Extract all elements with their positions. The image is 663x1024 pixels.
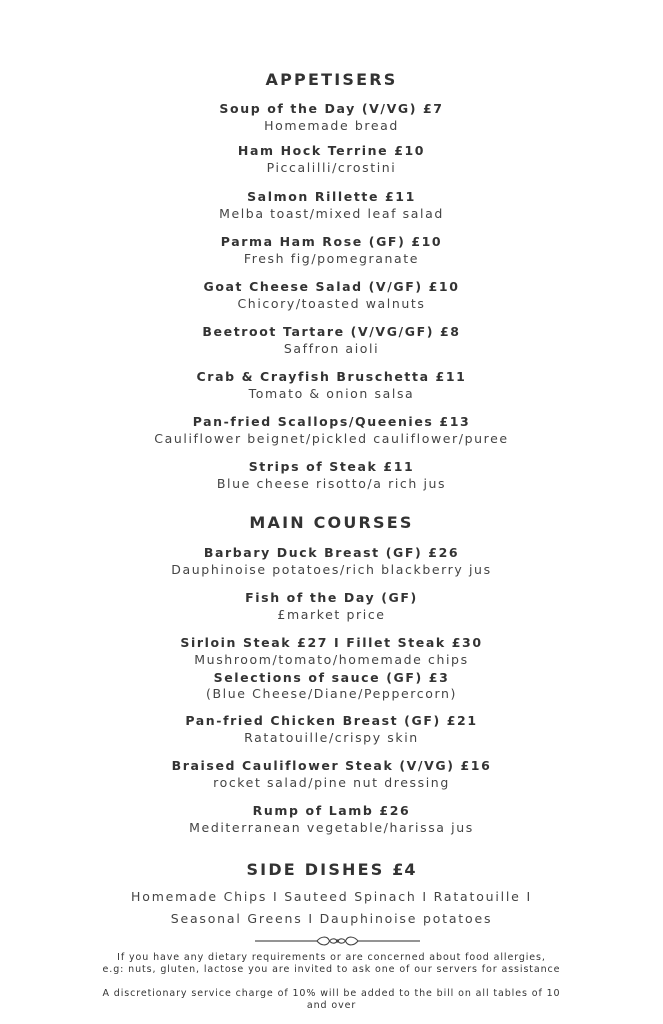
- item-description: Chicory/toasted walnuts: [237, 296, 426, 311]
- item-name: Sirloin Steak £27 I Fillet Steak £30: [180, 635, 483, 650]
- ornament-divider-icon: [255, 934, 420, 948]
- side-dishes-list: [0, 886, 663, 930]
- item-description: Tomato & onion salsa: [248, 386, 415, 401]
- item-name: Braised Cauliflower Steak (V/VG) £16: [171, 758, 492, 773]
- item-description: Mediterranean vegetable/harissa jus: [189, 820, 474, 835]
- item-description: Fresh fig/pomegranate: [243, 251, 420, 266]
- item-name: Strips of Steak £11: [248, 459, 415, 474]
- service-charge-line: A discretionary service charge of 10% will be added to the bill on all tables of 10: [102, 988, 561, 999]
- appetisers-heading: APPETISERS: [265, 70, 398, 89]
- allergy-notice-line: e.g: nuts, gluten, lactose you are invited to ask one of our servers for assistance: [102, 964, 561, 975]
- item-name: Goat Cheese Salad (V/GF) £10: [203, 279, 460, 294]
- item-name: Pan-fried Scallops/Queenies £13: [192, 414, 471, 429]
- appetiser-item: [0, 100, 663, 135]
- item-name: Ham Hock Terrine £10: [237, 143, 426, 158]
- side-dishes-heading: [0, 860, 663, 879]
- sauce-selection-name: Selections of sauce (GF) £3: [213, 670, 450, 685]
- appetiser-item: [0, 458, 663, 493]
- item-description: Mushroom/tomato/homemade chips: [194, 652, 469, 667]
- main-course-item: [0, 757, 663, 792]
- side-dishes-line: Homemade Chips I Sauteed Spinach I Ratatouille I: [131, 889, 532, 904]
- main-course-item: [0, 544, 663, 579]
- service-charge-line: and over: [306, 1000, 357, 1011]
- main-course-item: [0, 634, 663, 701]
- main-course-item: [0, 589, 663, 624]
- service-charge-notice: [40, 988, 623, 1012]
- side-dishes-price: £4: [392, 860, 417, 879]
- item-description: £market price: [277, 607, 386, 622]
- item-description: Cauliflower beignet/pickled cauliflower/puree: [154, 431, 509, 446]
- appetiser-item: [0, 368, 663, 403]
- item-description: Blue cheese risotto/a rich jus: [216, 476, 447, 491]
- item-name: Barbary Duck Breast (GF) £26: [203, 545, 460, 560]
- sauce-selection-options: (Blue Cheese/Diane/Peppercorn): [206, 686, 457, 701]
- item-description: Dauphinoise potatoes/rich blackberry jus: [171, 562, 492, 577]
- item-name: Parma Ham Rose (GF) £10: [220, 234, 443, 249]
- item-description: Saffron aioli: [283, 341, 380, 356]
- item-name: Rump of Lamb £26: [252, 803, 411, 818]
- item-name: Pan-fried Chicken Breast (GF) £21: [185, 713, 478, 728]
- main-courses-heading: MAIN COURSES: [249, 513, 414, 532]
- item-name: Salmon Rillette £11: [247, 189, 416, 204]
- item-description: Ratatouille/crispy skin: [244, 730, 419, 745]
- side-dishes-line: Seasonal Greens I Dauphinoise potatoes: [170, 911, 493, 926]
- appetiser-item: [0, 278, 663, 313]
- appetiser-item: [0, 323, 663, 358]
- appetiser-item: [0, 188, 663, 223]
- item-description: Melba toast/mixed leaf salad: [219, 206, 444, 221]
- allergy-notice-line: If you have any dietary requirements or are concerned about food allergies,: [117, 952, 546, 963]
- item-name: Crab & Crayfish Bruschetta £11: [196, 369, 467, 384]
- item-description: Piccalilli/crostini: [266, 160, 397, 175]
- side-dishes-title: SIDE DISHES: [246, 860, 385, 879]
- item-name: Beetroot Tartare (V/VG/GF) £8: [202, 324, 461, 339]
- appetiser-item: [0, 233, 663, 268]
- main-course-item: [0, 802, 663, 837]
- appetiser-item: [0, 413, 663, 448]
- item-description: Homemade bread: [264, 118, 399, 133]
- appetiser-item: [0, 142, 663, 177]
- main-course-item: [0, 712, 663, 747]
- item-name: Fish of the Day (GF): [245, 590, 418, 605]
- item-description: rocket salad/pine nut dressing: [213, 775, 450, 790]
- item-name: Soup of the Day (V/VG) £7: [219, 101, 444, 116]
- allergy-notice: [40, 952, 623, 976]
